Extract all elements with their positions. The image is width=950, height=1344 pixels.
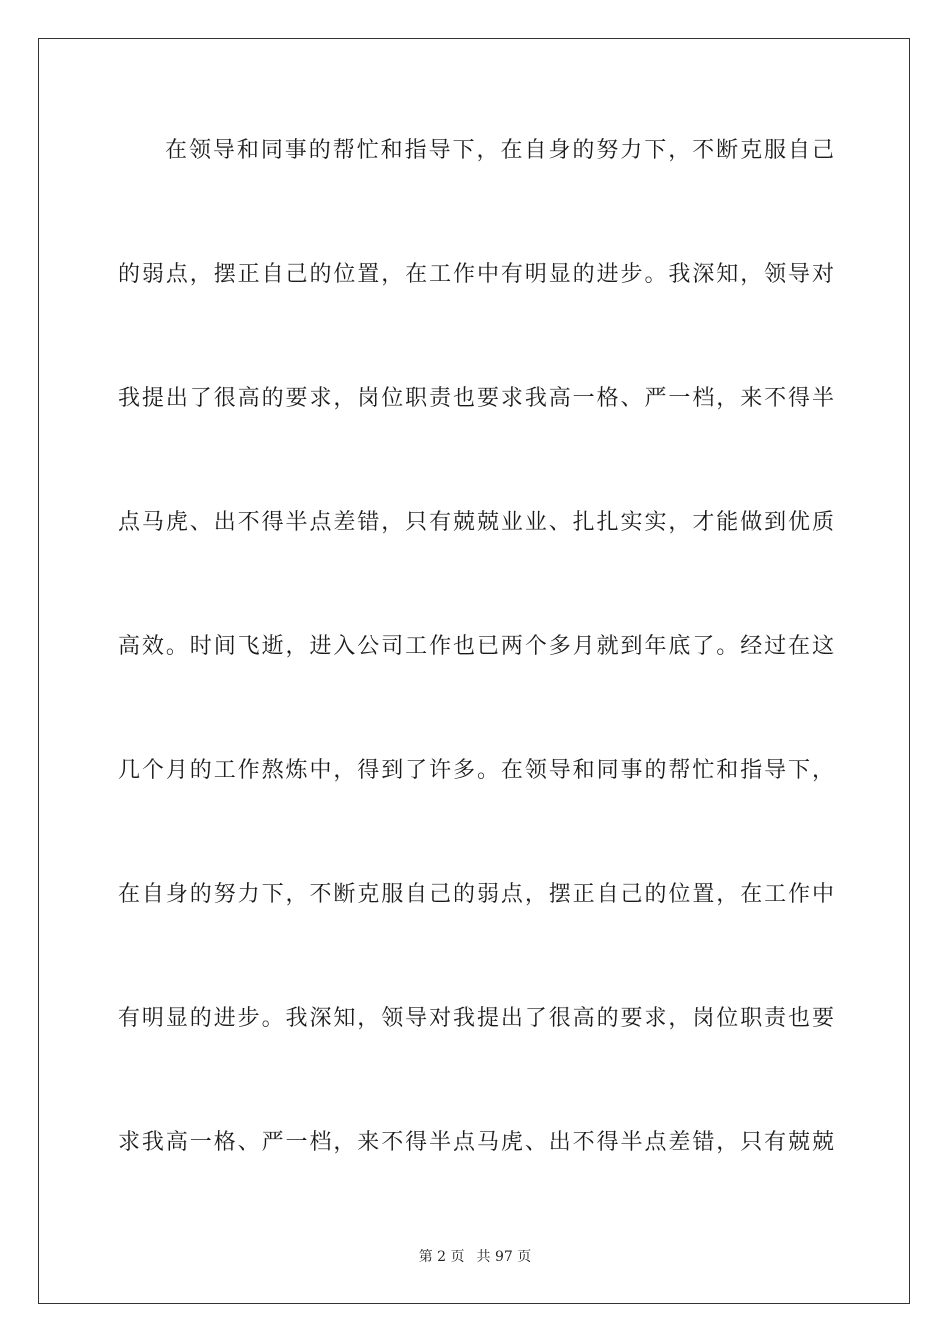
text-line: 有明显的进步。我深知，领导对我提出了很高的要求，岗位职责也要 [118,1006,834,1031]
text-line: 我提出了很高的要求，岗位职责也要求我高一格、严一档，来不得半 [118,386,834,411]
page-footer [0,1247,950,1267]
text-line: 的弱点，摆正自己的位置，在工作中有明显的进步。我深知，领导对 [118,262,834,287]
text-line: 点马虎、出不得半点差错，只有兢兢业业、扎扎实实，才能做到优质 [118,510,834,535]
text-line: 在自身的努力下，不断克服自己的弱点，摆正自己的位置，在工作中 [118,882,834,907]
text-line: 高效。时间飞逝，进入公司工作也已两个多月就到年底了。经过在这 [118,634,834,659]
page-number: 第 2 页 [418,1249,465,1265]
page-total: 共 97 页 [476,1249,532,1265]
text-line: 几个月的工作熬炼中，得到了许多。在领导和同事的帮忙和指导下， [118,758,834,783]
page-border [38,38,910,1304]
text-line: 在领导和同事的帮忙和指导下，在自身的努力下，不断克服自己 [165,138,834,163]
text-line: 求我高一格、严一档，来不得半点马虎、出不得半点差错，只有兢兢 [118,1130,834,1155]
